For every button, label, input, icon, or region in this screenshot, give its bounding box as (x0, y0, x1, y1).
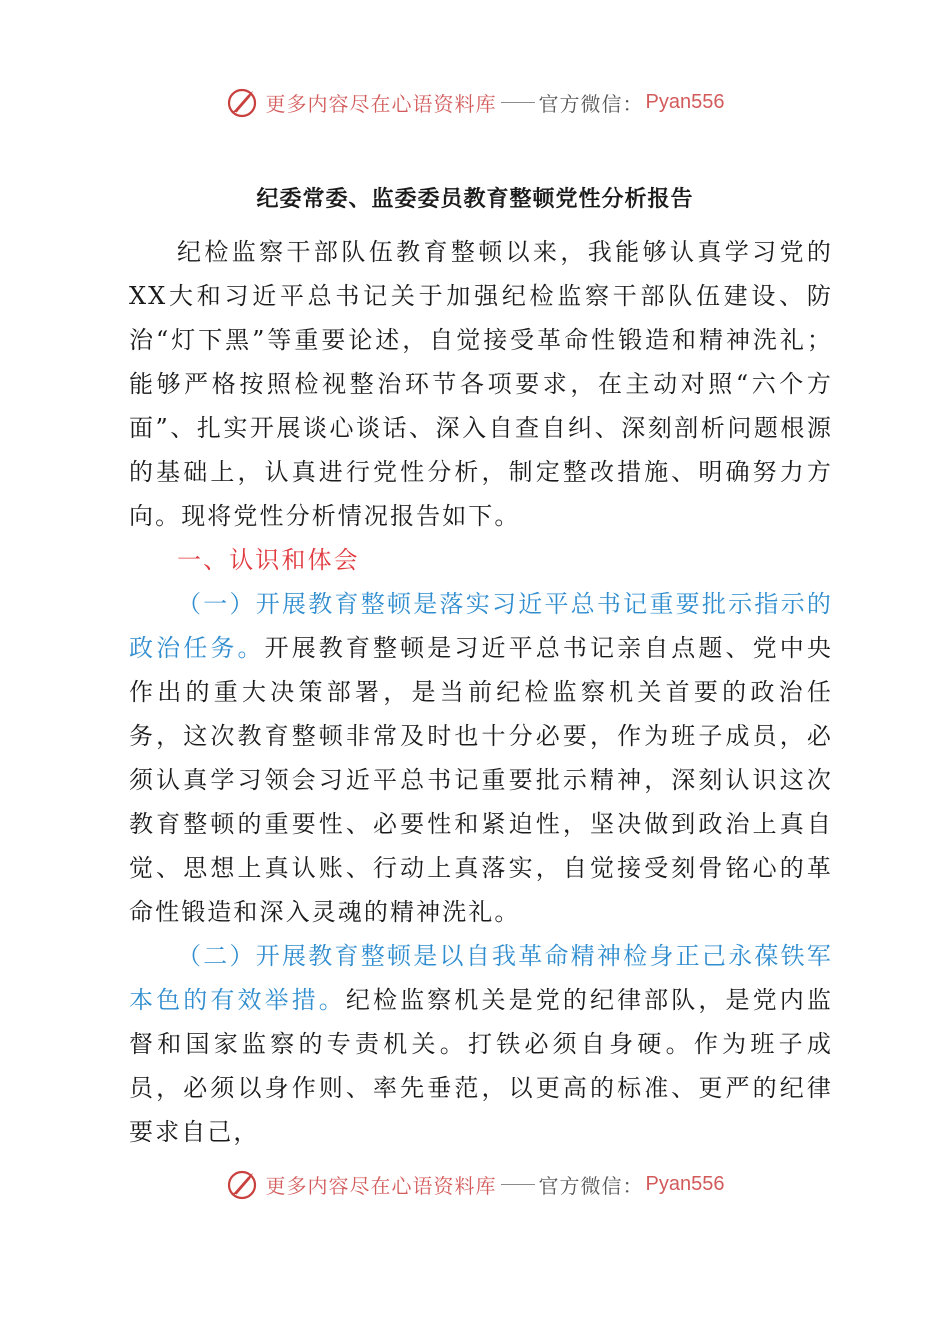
watermark-banner-bottom (0, 1162, 950, 1206)
document-title: 纪委常委、监委委员教育整顿党性分析报告 (256, 186, 694, 212)
watermark-official-label: 官方微信： (538, 91, 644, 116)
watermark-wechat-id: Pyan556 (645, 1172, 725, 1195)
watermark-banner-top (0, 80, 950, 124)
watermark-promo-text: 更多内容尽在心语资料库 (265, 1173, 497, 1198)
item-2-paragraph (129, 934, 833, 1154)
item-2-heading: （二）开展教育整顿是以自我革命精神检身正己永葆铁军本色的有效举措。 (129, 942, 833, 1014)
intro-paragraph: 纪检监察干部队伍教育整顿以来，我能够认真学习党的XX大和习近平总书记关于加强纪检监察干部队伍建设、防治“灯下黑”等重要论述，自觉接受革命性锻造和精神洗礼；能够严格按照检视整治环节各项要求，在主动对照“六个方面”、扎实开展谈心谈话、深入自查自纠、深刻剖析问题根源的基础上，认真进行党性分析，制定整改措施、明确努力方向。现将党性分析情况报告如下。 (129, 238, 833, 530)
section-heading-1: 一、认识和体会 (177, 546, 360, 574)
pen-nib-logo-icon (226, 1167, 260, 1201)
watermark-separator (501, 102, 535, 103)
watermark-separator (501, 1184, 535, 1185)
watermark-official-label: 官方微信： (538, 1173, 644, 1198)
item-1-paragraph (129, 582, 833, 934)
watermark-promo-text: 更多内容尽在心语资料库 (265, 91, 497, 116)
item-1-body: 开展教育整顿是习近平总书记亲自点题、党中央作出的重大决策部署，是当前纪检监察机关首要的政治任务，这次教育整顿非常及时也十分必要，作为班子成员，必须认真学习领会习近平总书记重要批示精神，深刻认识这次教育整顿的重要性、必要性和紧迫性，坚决做到政治上真自觉、思想上真认账、行动上真落实，自觉接受刻骨铭心的革命性锻造和深入灵魂的精神洗礼。 (129, 634, 833, 926)
document-body (129, 230, 833, 1154)
pen-nib-logo-icon (226, 85, 260, 119)
item-1-heading: （一）开展教育整顿是落实习近平总书记重要批示指示的政治任务。 (129, 590, 833, 662)
watermark-wechat-id: Pyan556 (645, 90, 725, 113)
item-2-body: 纪检监察机关是党的纪律部队，是党内监督和国家监察的专责机关。打铁必须自身硬。作为班子成员，必须以身作则、率先垂范，以更高的标准、更严的纪律要求自己， (129, 986, 833, 1146)
